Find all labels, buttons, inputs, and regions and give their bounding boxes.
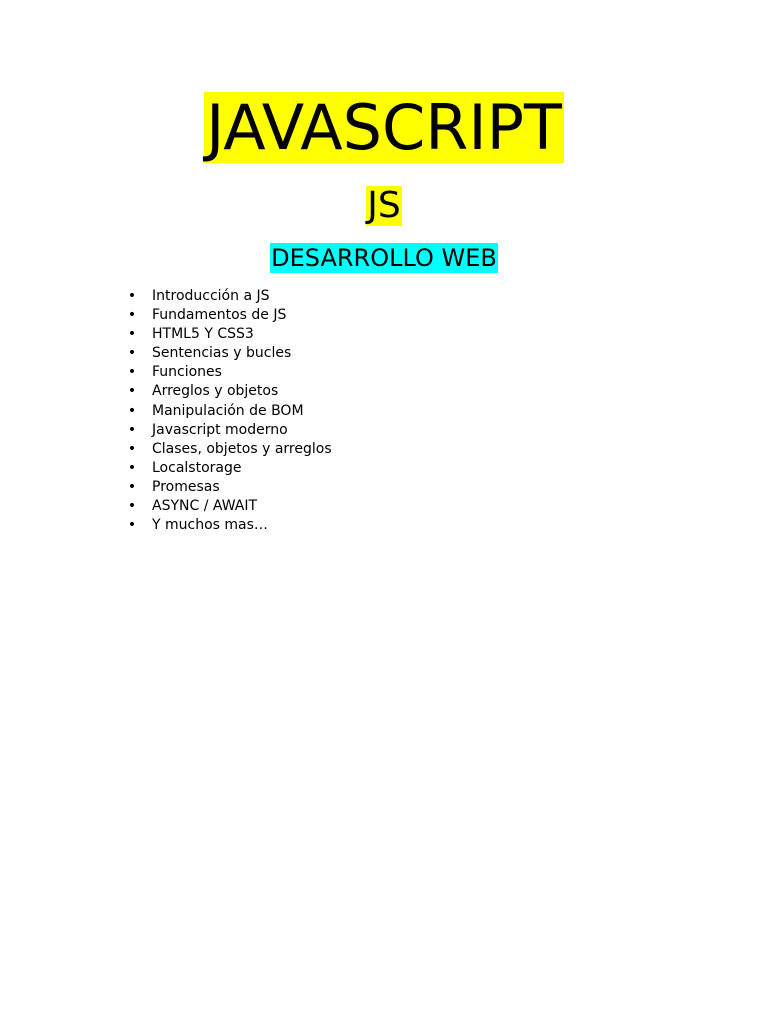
bullet-icon: • — [127, 498, 137, 515]
list-item-label: Clases, objetos y arreglos — [152, 440, 332, 457]
bullet-icon: • — [127, 440, 137, 457]
bullet-icon: • — [127, 307, 137, 324]
title-block — [0, 92, 768, 163]
section-heading: DESARROLLO WEB — [271, 244, 497, 272]
bullet-icon: • — [127, 345, 137, 362]
page-subtitle: JS — [367, 185, 401, 226]
list-item — [126, 287, 332, 306]
list-item — [126, 325, 332, 344]
list-item-label: Sentencias y bucles — [152, 345, 292, 362]
bullet-icon: • — [127, 364, 137, 381]
list-item-label: Y muchos mas… — [152, 517, 268, 534]
list-item — [126, 421, 332, 440]
bullet-icon: • — [127, 402, 137, 419]
list-item-label: Promesas — [152, 478, 220, 495]
list-item-label: Localstorage — [152, 459, 242, 476]
list-item-label: Javascript moderno — [152, 421, 288, 438]
list-item — [126, 497, 332, 516]
list-item-label: Fundamentos de JS — [152, 307, 287, 324]
bullet-icon: • — [127, 478, 137, 495]
bullet-icon: • — [127, 288, 137, 304]
page-title: JAVASCRIPT — [206, 91, 562, 164]
list-item — [126, 382, 332, 401]
bullet-icon: • — [127, 459, 137, 476]
topic-list — [126, 287, 332, 535]
list-item — [126, 402, 332, 421]
list-item-label: ASYNC / AWAIT — [152, 498, 258, 515]
bullet-icon: • — [127, 383, 137, 400]
list-item-label: Manipulación de BOM — [152, 402, 304, 419]
list-item — [126, 306, 332, 325]
bullet-icon: • — [127, 517, 137, 534]
list-item — [126, 363, 332, 382]
list-item — [126, 478, 332, 497]
list-item — [126, 344, 332, 363]
heading-block — [0, 243, 768, 273]
list-item-label: Funciones — [152, 364, 222, 381]
list-item-label: HTML5 Y CSS3 — [152, 326, 254, 343]
list-item — [126, 516, 332, 535]
bullet-icon: • — [127, 326, 137, 343]
list-item-label: Arreglos y objetos — [152, 383, 279, 400]
list-item — [126, 459, 332, 478]
bullet-icon: • — [127, 421, 137, 438]
list-item-label: Introducción a JS — [152, 288, 270, 304]
list-item — [126, 440, 332, 459]
subtitle-block — [0, 186, 768, 226]
